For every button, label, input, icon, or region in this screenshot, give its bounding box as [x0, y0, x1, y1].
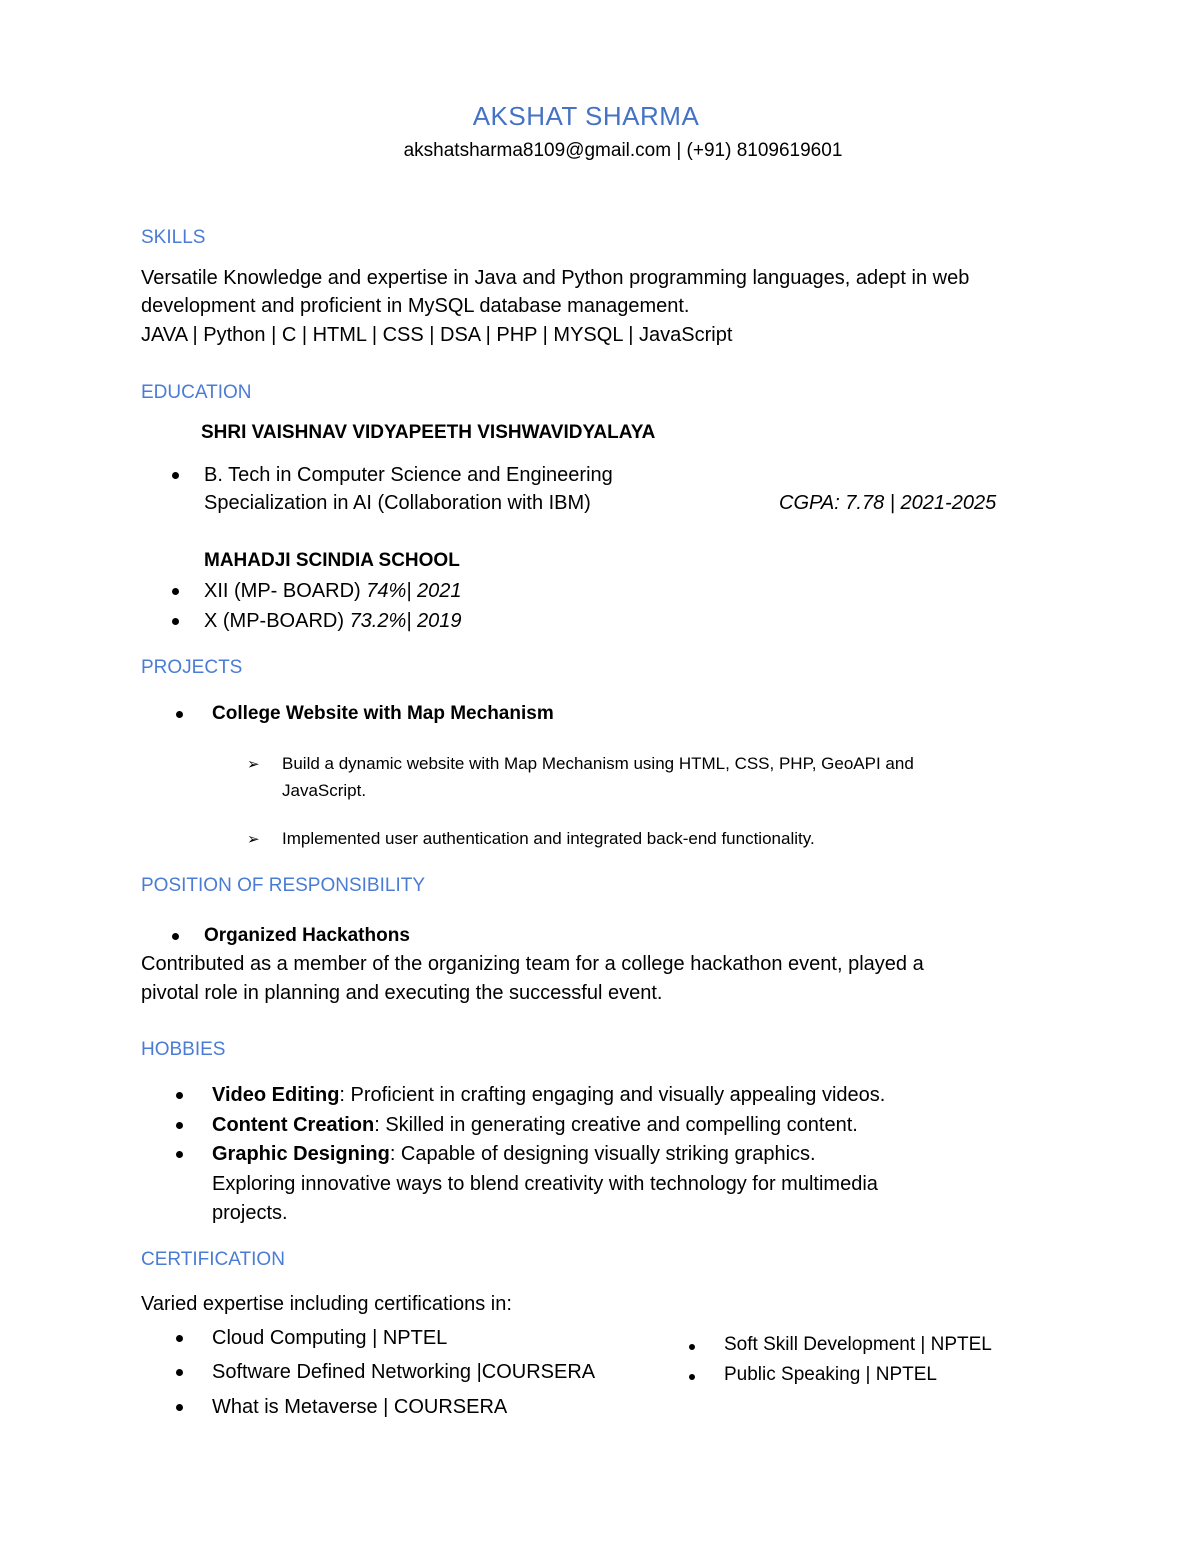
hobby-item [212, 1114, 858, 1137]
xii-score: 74%| 2021 [366, 580, 462, 602]
hobbies-heading: HOBBIES [141, 1039, 226, 1060]
responsibility-desc-line-2: pivotal role in planning and executing the successful event. [141, 982, 663, 1004]
hobby-text: : Skilled in generating creative and compelling content. [374, 1114, 858, 1136]
school-name: MAHADJI SCINDIA SCHOOL [204, 550, 460, 571]
bullet-icon [176, 1335, 183, 1342]
certification-item: What is Metaverse | COURSERA [212, 1396, 508, 1418]
x-score: 73.2%| 2019 [349, 610, 462, 632]
hobby-label: Content Creation [212, 1114, 375, 1136]
bullet-icon [176, 1404, 183, 1411]
x-board: X (MP-BOARD) [204, 610, 344, 632]
hobby-label: Graphic Designing [212, 1143, 390, 1165]
responsibility-desc-line-1: Contributed as a member of the organizing team for a college hackathon event, played a [141, 953, 924, 975]
xii-result [204, 580, 462, 603]
arrow-bullet-icon: ➢ [247, 756, 260, 773]
bullet-icon [172, 588, 179, 595]
skills-summary-line-1: Versatile Knowledge and expertise in Java and Python programming languages, adept in web [141, 267, 970, 289]
hobby-item [212, 1084, 885, 1107]
bullet-icon [176, 1369, 183, 1376]
certification-item: Soft Skill Development | NPTEL [724, 1334, 992, 1355]
certification-item: Cloud Computing | NPTEL [212, 1327, 448, 1349]
skills-list: JAVA | Python | C | HTML | CSS | DSA | PHP | MYSQL | JavaScript [141, 324, 733, 346]
skills-summary-line-2: development and proficient in MySQL database management. [141, 295, 690, 317]
hobby-item [212, 1143, 816, 1166]
bullet-icon [689, 1344, 695, 1350]
university-name: SHRI VAISHNAV VIDYAPEETH VISHWAVIDYALAYA [201, 422, 656, 443]
bullet-icon [689, 1374, 695, 1380]
certification-item: Public Speaking | NPTEL [724, 1364, 937, 1385]
certification-intro: Varied expertise including certifications in: [141, 1293, 512, 1315]
responsibility-heading: POSITION OF RESPONSIBILITY [141, 875, 425, 896]
bullet-icon [176, 1151, 183, 1158]
hobbies-extra-line-2: projects. [212, 1202, 288, 1224]
hobby-label: Video Editing [212, 1084, 340, 1106]
degree: B. Tech in Computer Science and Engineering [204, 464, 613, 486]
projects-heading: PROJECTS [141, 657, 243, 678]
bullet-icon [172, 933, 179, 940]
certification-heading: CERTIFICATION [141, 1249, 285, 1270]
cgpa: CGPA: 7.78 | 2021-2025 [779, 492, 997, 514]
hobby-text: : Proficient in crafting engaging and visually appealing videos. [339, 1084, 886, 1106]
bullet-icon [172, 618, 179, 625]
project-point-2: Implemented user authentication and integrated back-end functionality. [282, 829, 815, 848]
bullet-icon [172, 472, 179, 479]
bullet-icon [176, 1122, 183, 1129]
arrow-bullet-icon: ➢ [247, 831, 260, 848]
hobbies-extra-line-1: Exploring innovative ways to blend creativity with technology for multimedia [212, 1173, 878, 1195]
certification-item: Software Defined Networking |COURSERA [212, 1361, 596, 1383]
responsibility-title: Organized Hackathons [204, 925, 410, 946]
bullet-icon [176, 1092, 183, 1099]
education-heading: EDUCATION [141, 382, 252, 403]
hobby-text: : Capable of designing visually striking graphics. [389, 1143, 816, 1165]
project-title: College Website with Map Mechanism [212, 703, 554, 724]
xii-board: XII (MP- BOARD) [204, 580, 361, 602]
specialization: Specialization in AI (Collaboration with IBM) [204, 492, 591, 514]
project-point-1-line-1: Build a dynamic website with Map Mechanism using HTML, CSS, PHP, GeoAPI and [282, 754, 914, 773]
x-result [204, 610, 462, 633]
candidate-name: AKSHAT SHARMA [472, 101, 700, 131]
contact-line: akshatsharma8109@gmail.com | (+91) 8109619601 [403, 140, 843, 161]
project-point-1-line-2: JavaScript. [282, 781, 367, 800]
bullet-icon [176, 711, 183, 718]
skills-heading: SKILLS [141, 227, 206, 248]
